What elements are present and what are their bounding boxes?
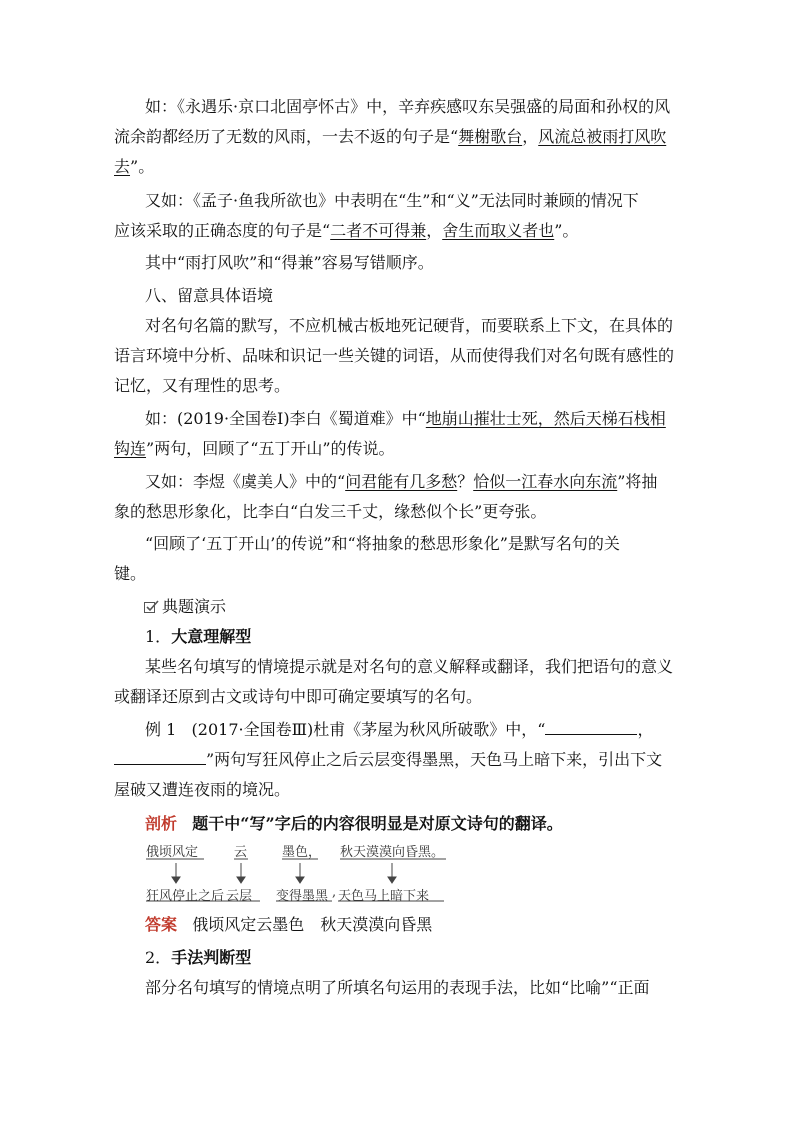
section-title bbox=[144, 597, 712, 617]
paragraph-line bbox=[114, 687, 682, 707]
diagram-source-text: 俄顷风定 bbox=[146, 845, 199, 860]
diagram-translation-text: 变得墨黑 bbox=[276, 889, 329, 904]
diagram-translation-text: , bbox=[332, 885, 337, 900]
text: 部分名句填写的情境点明了所填名句运用的表现手法，比如“比喻”“正面 bbox=[145, 978, 650, 997]
example-line bbox=[114, 780, 682, 800]
text: 对名句名篇的默写，不应机械古板地死记硬背，而要联系上下文，在具体的 bbox=[145, 316, 674, 335]
paragraph-line bbox=[114, 221, 682, 241]
question-heading bbox=[114, 948, 713, 968]
paragraph-line bbox=[114, 564, 682, 584]
diagram-source-text: 墨色， bbox=[282, 845, 322, 860]
paragraph-line bbox=[114, 316, 713, 336]
text: 或翻译还原到古文或诗句中即可确定要填写的名句。 bbox=[114, 687, 483, 706]
example-label: 例 1 bbox=[145, 720, 177, 739]
paragraph-line bbox=[114, 346, 682, 366]
text: 流余韵都经历了无数的风雨，一去不返的句子是“ bbox=[114, 127, 459, 146]
answer-underlined: 二者不可得兼 bbox=[330, 221, 427, 240]
example-line bbox=[114, 720, 713, 740]
text: 象的愁思形象化，比李白“白发三千丈，缘愁似个长”更夸张。 bbox=[114, 502, 547, 521]
text: ， bbox=[426, 221, 443, 240]
answer-underlined: 舞榭歌台 bbox=[458, 127, 523, 146]
text: ， bbox=[522, 127, 539, 146]
diagram-source-text: 秋天漠漠向昏黑。 bbox=[340, 845, 445, 860]
paragraph-line bbox=[114, 657, 713, 677]
text: ， bbox=[637, 720, 654, 739]
answer-line bbox=[114, 915, 713, 935]
fill-blank[interactable] bbox=[114, 750, 206, 765]
text: ”两句写狂风停止之后云层变得墨黑，天色马上暗下来，引出下文 bbox=[206, 750, 663, 769]
section-title-text: 典题演示 bbox=[162, 597, 227, 616]
answer-underlined: 舍生而取义者也 bbox=[442, 221, 555, 240]
answer-underlined: 恰似一江春水向东流 bbox=[473, 472, 618, 491]
text: 键。 bbox=[114, 564, 147, 583]
question-number: 2． bbox=[145, 948, 172, 967]
question-heading bbox=[114, 627, 713, 647]
text: ？ bbox=[457, 472, 474, 491]
answer-underlined: 去 bbox=[114, 157, 131, 176]
answer-label: 答案 bbox=[145, 915, 178, 934]
diagram-translation-text: 狂风停止之后 bbox=[146, 889, 225, 904]
fill-blank[interactable] bbox=[545, 720, 637, 735]
text: ”将抽 bbox=[617, 472, 658, 491]
paragraph-line bbox=[114, 191, 713, 211]
paragraph-line bbox=[114, 127, 682, 147]
paragraph-line bbox=[114, 376, 682, 396]
text: 应该采取的正确态度的句子是“ bbox=[114, 221, 331, 240]
text: 如：(2019·全国卷Ⅰ)李白《蜀道难》中“ bbox=[145, 409, 426, 428]
heading-text: 八、留意具体语境 bbox=[145, 286, 274, 305]
analysis-text: 题干中“写”字后的内容很明显是对原文诗句的翻译。 bbox=[192, 814, 563, 833]
answer-text: 俄顷风定云墨色 秋天漠漠向昏黑 bbox=[192, 915, 433, 934]
example-line bbox=[114, 750, 682, 770]
paragraph-line bbox=[114, 978, 713, 998]
analysis-label: 剖析 bbox=[145, 814, 178, 833]
paragraph-line bbox=[114, 253, 713, 273]
section-heading bbox=[114, 286, 713, 306]
text: ”两句，回顾了“五丁开山”的传说。 bbox=[146, 439, 395, 458]
answer-underlined: 钩连 bbox=[114, 439, 147, 458]
question-title: 手法判断型 bbox=[171, 948, 252, 967]
paragraph-line bbox=[114, 409, 713, 429]
answer-underlined: 风流总被雨打风吹 bbox=[538, 127, 667, 146]
answer-underlined: 问君能有几多愁 bbox=[345, 472, 458, 491]
text: ”。 bbox=[130, 157, 155, 176]
text: (2017·全国卷Ⅲ)杜甫《茅屋为秋风所破歌》中，“ bbox=[191, 720, 546, 739]
text: ”。 bbox=[554, 221, 579, 240]
paragraph-line bbox=[114, 439, 682, 459]
diagram-translation-text: 天色马上暗下来 bbox=[338, 889, 430, 904]
text: “回顾了‘五丁开山’的传说”和“将抽象的愁思形象化”是默写名句的关 bbox=[145, 534, 620, 553]
text: 某些名句填写的情境提示就是对名句的意义解释或翻译，我们把语句的意义 bbox=[145, 657, 674, 676]
paragraph-line bbox=[114, 157, 682, 177]
text: 如：《永遇乐·京口北固亭怀古》中，辛弃疾感叹东吴强盛的局面和孙权的风 bbox=[145, 97, 671, 116]
checkbox-check-icon bbox=[144, 598, 159, 611]
answer-underlined: 地崩山摧壮士死，然后天梯石栈相 bbox=[425, 409, 666, 428]
text: 又如：《孟子·鱼我所欲也》中表明在“生”和“义”无法同时兼顾的情况下 bbox=[145, 191, 639, 210]
text: 又如：李煜《虞美人》中的“ bbox=[145, 472, 346, 491]
text: 语言环境中分析、品味和识记一些关键的词语，从而使得我们对名句既有感性的 bbox=[114, 346, 675, 365]
translation-diagram bbox=[146, 841, 456, 905]
paragraph-line bbox=[114, 534, 713, 554]
question-title: 大意理解型 bbox=[171, 627, 252, 646]
question-number: 1． bbox=[145, 627, 172, 646]
paragraph-line bbox=[114, 472, 713, 492]
paragraph-line bbox=[114, 97, 713, 117]
text: 记忆，又有理性的思考。 bbox=[114, 376, 291, 395]
paragraph-line bbox=[114, 502, 682, 522]
text: 屋破又遭连夜雨的境况。 bbox=[114, 780, 291, 799]
analysis-line bbox=[114, 814, 713, 834]
diagram-source-text: 云 bbox=[234, 845, 248, 860]
diagram-translation-text: 云层 bbox=[226, 889, 253, 904]
text: 其中“雨打风吹”和“得兼”容易写错顺序。 bbox=[145, 253, 434, 272]
